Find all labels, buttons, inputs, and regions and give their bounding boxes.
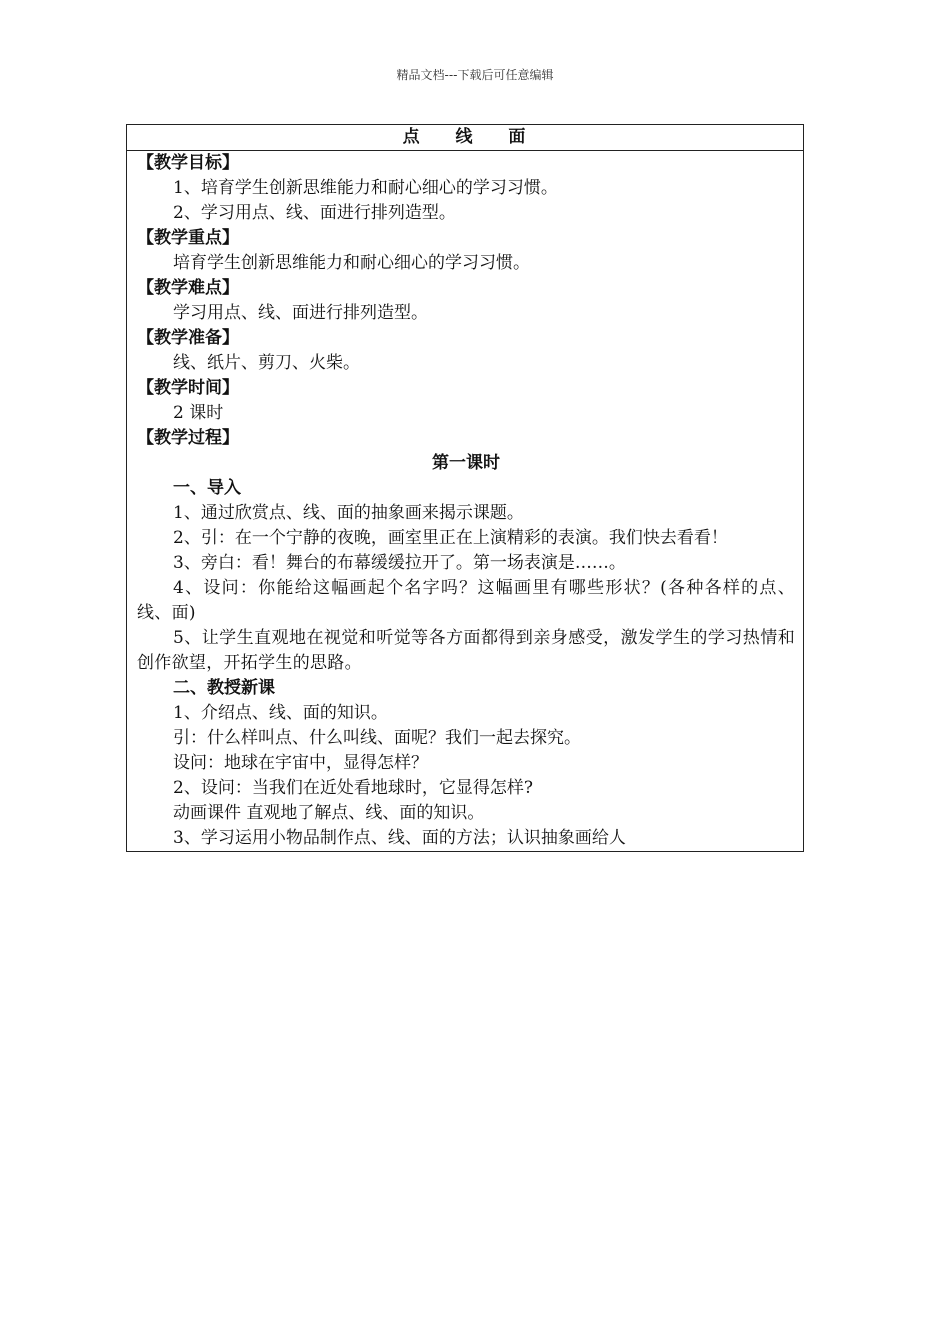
section-heading-key-points: 【教学重点】 [137, 228, 239, 248]
lesson-title: 第一课时 [432, 453, 500, 473]
goal-item: 1、培育学生创新思维能力和耐心细心的学习习惯。 [173, 178, 558, 198]
key-points-text: 培育学生创新思维能力和耐心细心的学习习惯。 [173, 253, 530, 273]
process-step: 设问：地球在宇宙中，显得怎样？ [173, 753, 428, 773]
process-step: 2、引：在一个宁静的夜晚，画室里正在上演精彩的表演。我们快去看看！ [173, 528, 728, 548]
section-heading-goals: 【教学目标】 [137, 153, 239, 173]
time-text: 2 课时 [173, 403, 224, 423]
process-step: 引：什么样叫点、什么叫线、面呢？我们一起去探究。 [173, 728, 581, 748]
goal-item: 2、学习用点、线、面进行排列造型。 [173, 203, 456, 223]
document-body [127, 151, 803, 851]
process-step: 动画课件 直观地了解点、线、面的知识。 [173, 803, 485, 823]
section-heading-time: 【教学时间】 [137, 378, 239, 398]
process-step: 1、通过欣赏点、线、面的抽象画来揭示课题。 [173, 503, 524, 523]
process-step: 2、设问：当我们在近处看地球时，它显得怎样? [173, 778, 533, 798]
lesson-plan-table [126, 124, 804, 852]
process-step: 3、学习运用小物品制作点、线、面的方法；认识抽象画给人 [173, 828, 626, 848]
section-heading-process: 【教学过程】 [137, 428, 239, 448]
process-step: 1、介绍点、线、面的知识。 [173, 703, 388, 723]
part-heading-intro: 一、导入 [173, 478, 241, 498]
process-step: 5、让学生直观地在视觉和听觉等各方面都得到亲身感受，激发学生的学习热情和创作欲望，开拓学生的思路。 [137, 628, 795, 673]
section-heading-preparation: 【教学准备】 [137, 328, 239, 348]
document-title: 点 线 面 [127, 125, 803, 151]
difficulties-text: 学习用点、线、面进行排列造型。 [173, 303, 428, 323]
part-heading-new-lesson: 二、教授新课 [173, 678, 275, 698]
process-step: 3、旁白：看！舞台的布幕缓缓拉开了。第一场表演是……。 [173, 553, 626, 573]
section-heading-difficulties: 【教学难点】 [137, 278, 239, 298]
preparation-text: 线、纸片、剪刀、火柴。 [173, 353, 360, 373]
header-note: 精品文档---下载后可任意编辑 [396, 68, 554, 82]
process-step: 4、设问：你能给这幅画起个名字吗？这幅画里有哪些形状？(各种各样的点、线、面) [137, 578, 795, 623]
